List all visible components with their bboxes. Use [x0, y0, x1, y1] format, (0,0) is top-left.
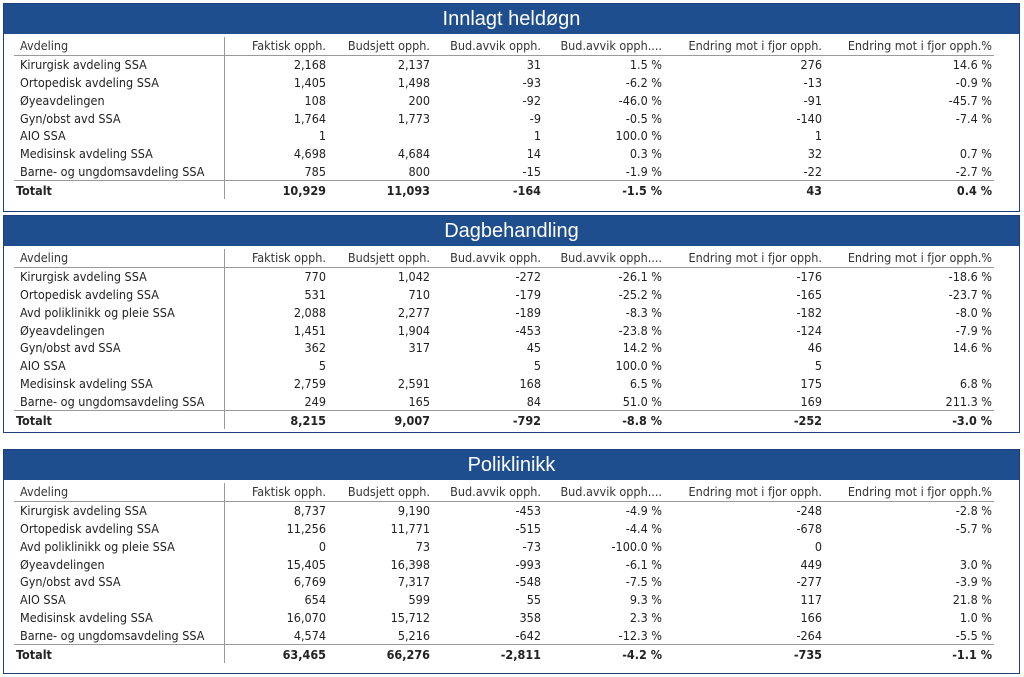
total-value: -1.5 %	[543, 181, 664, 199]
value-cell: -2.8 %	[955, 503, 992, 519]
table-row	[14, 339, 994, 357]
value-cell: 1	[533, 128, 541, 144]
table-row	[14, 163, 994, 181]
column-header: Budsjett opph.	[328, 37, 432, 55]
value-cell: 2,137	[397, 57, 430, 73]
value-cell: -8.0 %	[955, 304, 992, 320]
value-cell: -140	[796, 110, 822, 126]
value-cell: 710	[408, 286, 430, 302]
value-cell	[328, 357, 432, 375]
value-cell: 362	[304, 340, 326, 356]
value-cell: 100.0 %	[615, 128, 662, 144]
value-cell: -100.0 %	[611, 538, 662, 554]
total-value: -8.8 %	[543, 411, 664, 429]
value-cell: 0.7 %	[959, 146, 992, 162]
value-cell: -91	[803, 92, 822, 108]
value-cell	[824, 357, 994, 375]
total-value: 66,276	[328, 645, 432, 663]
value-cell: 32	[807, 146, 822, 162]
total-value: 43	[664, 181, 824, 199]
value-cell: 770	[304, 269, 326, 285]
value-cell: 3.0 %	[959, 556, 992, 572]
table-row	[14, 609, 994, 627]
value-cell: 1	[318, 128, 326, 144]
value-cell: -18.6 %	[948, 269, 992, 285]
value-cell: 168	[519, 375, 541, 391]
value-cell: -22	[803, 163, 822, 179]
value-cell: -8.3 %	[625, 304, 662, 320]
table-row	[14, 375, 994, 393]
value-cell: 654	[304, 592, 326, 608]
header-row	[14, 483, 994, 501]
value-cell: 4,698	[293, 146, 326, 162]
value-cell: 0.3 %	[629, 146, 662, 162]
value-cell: -92	[522, 92, 541, 108]
column-header: Avdeling	[14, 37, 224, 55]
value-cell: -678	[796, 520, 822, 536]
value-cell: 200	[408, 92, 430, 108]
department-cell: Øyeavdelingen	[14, 321, 224, 339]
value-cell: 166	[800, 609, 822, 625]
total-value: -2,811	[432, 645, 543, 663]
value-cell: 14.2 %	[622, 340, 662, 356]
value-cell: -124	[796, 322, 822, 338]
value-cell: 0	[318, 538, 326, 554]
table-row	[14, 286, 994, 304]
total-value: 0.4 %	[824, 181, 994, 199]
value-cell: -248	[796, 503, 822, 519]
value-cell: 5	[318, 358, 326, 374]
value-cell: -0.5 %	[625, 110, 662, 126]
total-value: 9,007	[328, 411, 432, 429]
value-cell: -26.1 %	[618, 269, 662, 285]
panel-dagbehandling	[3, 215, 1020, 433]
total-value: -735	[664, 645, 824, 663]
value-cell	[824, 537, 994, 555]
total-label: Totalt	[14, 411, 224, 429]
total-label: Totalt	[14, 645, 224, 663]
department-cell: Ortopedisk avdeling SSA	[14, 520, 224, 538]
table-row	[14, 109, 994, 127]
value-cell: -272	[515, 269, 541, 285]
value-cell: 1,498	[397, 74, 430, 90]
value-cell: -5.7 %	[955, 520, 992, 536]
table-row	[14, 74, 994, 92]
value-cell: 599	[408, 592, 430, 608]
value-cell: -6.2 %	[625, 74, 662, 90]
value-cell: -23.8 %	[618, 322, 662, 338]
table-row	[14, 267, 994, 285]
value-cell: -9	[529, 110, 541, 126]
value-cell: 1.5 %	[629, 57, 662, 73]
department-cell: Kirurgisk avdeling SSA	[14, 501, 224, 519]
value-cell: 9,190	[397, 503, 430, 519]
value-cell: -453	[515, 322, 541, 338]
panel-poliklinikk	[3, 449, 1020, 674]
table-row	[14, 555, 994, 573]
value-cell: 15,405	[286, 556, 326, 572]
total-label: Totalt	[14, 181, 224, 199]
value-cell: 276	[800, 57, 822, 73]
value-cell: 16,070	[286, 609, 326, 625]
total-row	[14, 411, 994, 429]
value-cell: -93	[522, 74, 541, 90]
column-header: Endring mot i fjor opph.	[664, 37, 824, 55]
value-cell: -993	[515, 556, 541, 572]
value-cell: 1,773	[397, 110, 430, 126]
value-cell: 211.3 %	[945, 393, 992, 409]
value-cell: -13	[803, 74, 822, 90]
value-cell: 165	[408, 393, 430, 409]
panel-title: Dagbehandling	[4, 216, 1019, 246]
value-cell: 6.5 %	[629, 375, 662, 391]
value-cell: -176	[796, 269, 822, 285]
value-cell: -548	[515, 574, 541, 590]
table-row	[14, 91, 994, 109]
department-cell: Øyeavdelingen	[14, 555, 224, 573]
value-cell: 4,574	[293, 627, 326, 643]
table-row	[14, 573, 994, 591]
value-cell: -5.5 %	[955, 627, 992, 643]
value-cell: -7.5 %	[625, 574, 662, 590]
value-cell: 1,904	[397, 322, 430, 338]
value-cell: 2,088	[293, 304, 326, 320]
table-row	[14, 501, 994, 519]
table-row	[14, 145, 994, 163]
value-cell: 2.3 %	[629, 609, 662, 625]
column-header: Endring mot i fjor opph.%	[824, 249, 994, 267]
table-row	[14, 537, 994, 555]
value-cell: 7,317	[397, 574, 430, 590]
total-value: -252	[664, 411, 824, 429]
value-cell: 449	[800, 556, 822, 572]
column-header: Budsjett opph.	[328, 483, 432, 501]
header-row	[14, 249, 994, 267]
value-cell: -15	[522, 163, 541, 179]
value-cell: 21.8 %	[952, 592, 992, 608]
value-cell: -277	[796, 574, 822, 590]
value-cell: -264	[796, 627, 822, 643]
value-cell: 16,398	[390, 556, 430, 572]
value-cell: 11,256	[286, 520, 326, 536]
value-cell: 51.0 %	[622, 393, 662, 409]
department-cell: Gyn/obst avd SSA	[14, 573, 224, 591]
table-row	[14, 55, 994, 73]
value-cell: -179	[515, 286, 541, 302]
value-cell: -73	[522, 538, 541, 554]
department-cell: Ortopedisk avdeling SSA	[14, 286, 224, 304]
department-cell: Medisinsk avdeling SSA	[14, 609, 224, 627]
department-cell: Gyn/obst avd SSA	[14, 339, 224, 357]
value-cell: 785	[304, 163, 326, 179]
column-header: Bud.avvik opph....	[543, 483, 664, 501]
value-cell: -7.4 %	[955, 110, 992, 126]
value-cell: -4.9 %	[625, 503, 662, 519]
value-cell: 55	[526, 592, 541, 608]
column-header: Avdeling	[14, 483, 224, 501]
value-cell: 249	[304, 393, 326, 409]
value-cell: 317	[408, 340, 430, 356]
value-cell: 84	[526, 393, 541, 409]
value-cell: 46	[807, 340, 822, 356]
value-cell: -7.9 %	[955, 322, 992, 338]
department-cell: Barne- og ungdomsavdeling SSA	[14, 626, 224, 644]
value-cell: 45	[526, 340, 541, 356]
department-cell: Medisinsk avdeling SSA	[14, 145, 224, 163]
value-cell: -2.7 %	[955, 163, 992, 179]
value-cell: 8,737	[293, 503, 326, 519]
value-cell: 531	[304, 286, 326, 302]
table-row	[14, 357, 994, 375]
column-header: Bud.avvik opph....	[543, 37, 664, 55]
total-value: 8,215	[224, 411, 328, 429]
department-cell: Ortopedisk avdeling SSA	[14, 74, 224, 92]
value-cell: 5,216	[397, 627, 430, 643]
value-cell: 1	[814, 128, 822, 144]
value-cell: 5	[533, 358, 541, 374]
total-value: 11,093	[328, 181, 432, 199]
data-table	[14, 249, 994, 429]
value-cell: 15,712	[390, 609, 430, 625]
department-cell: AIO SSA	[14, 357, 224, 375]
value-cell: 4,684	[397, 146, 430, 162]
panel-title: Poliklinikk	[4, 450, 1019, 480]
value-cell: -1.9 %	[625, 163, 662, 179]
value-cell: 800	[408, 163, 430, 179]
value-cell: -515	[515, 520, 541, 536]
department-cell: AIO SSA	[14, 591, 224, 609]
value-cell: -189	[515, 304, 541, 320]
value-cell: 2,759	[293, 375, 326, 391]
value-cell: 2,277	[397, 304, 430, 320]
panel-innlagt-heldogn	[3, 3, 1020, 212]
value-cell: -0.9 %	[955, 74, 992, 90]
value-cell: -46.0 %	[618, 92, 662, 108]
department-cell: Gyn/obst avd SSA	[14, 109, 224, 127]
value-cell: 11,771	[390, 520, 430, 536]
value-cell: 2,168	[293, 57, 326, 73]
value-cell	[328, 127, 432, 145]
value-cell: 1,764	[293, 110, 326, 126]
department-cell: Øyeavdelingen	[14, 91, 224, 109]
column-header: Budsjett opph.	[328, 249, 432, 267]
value-cell: 14	[526, 146, 541, 162]
column-header: Bud.avvik opph.	[432, 249, 543, 267]
value-cell: -25.2 %	[618, 286, 662, 302]
value-cell: 358	[519, 609, 541, 625]
value-cell: -6.1 %	[625, 556, 662, 572]
value-cell: 14.6 %	[952, 340, 992, 356]
value-cell: 9.3 %	[629, 592, 662, 608]
value-cell: 1,405	[293, 74, 326, 90]
value-cell: 73	[415, 538, 430, 554]
column-header: Faktisk opph.	[224, 249, 328, 267]
department-cell: Kirurgisk avdeling SSA	[14, 267, 224, 285]
value-cell: 31	[526, 57, 541, 73]
column-header: Bud.avvik opph....	[543, 249, 664, 267]
panel-title: Innlagt heldøgn	[4, 4, 1019, 34]
value-cell: 1,042	[397, 269, 430, 285]
header-row	[14, 37, 994, 55]
department-cell: AIO SSA	[14, 127, 224, 145]
department-cell: Kirurgisk avdeling SSA	[14, 55, 224, 73]
value-cell: -23.7 %	[948, 286, 992, 302]
value-cell: 108	[304, 92, 326, 108]
value-cell: 5	[814, 358, 822, 374]
value-cell: -3.9 %	[955, 574, 992, 590]
value-cell	[824, 127, 994, 145]
total-value: -792	[432, 411, 543, 429]
column-header: Bud.avvik opph.	[432, 37, 543, 55]
value-cell: 117	[800, 592, 822, 608]
data-table	[14, 483, 994, 663]
department-cell: Barne- og ungdomsavdeling SSA	[14, 163, 224, 181]
total-value: -164	[432, 181, 543, 199]
column-header: Bud.avvik opph.	[432, 483, 543, 501]
value-cell: -45.7 %	[948, 92, 992, 108]
column-header: Avdeling	[14, 249, 224, 267]
column-header: Endring mot i fjor opph.	[664, 249, 824, 267]
column-header: Endring mot i fjor opph.%	[824, 483, 994, 501]
value-cell: -4.4 %	[625, 520, 662, 536]
column-header: Faktisk opph.	[224, 483, 328, 501]
table-row	[14, 303, 994, 321]
value-cell: 6.8 %	[959, 375, 992, 391]
total-value: 10,929	[224, 181, 328, 199]
value-cell: 0	[814, 538, 822, 554]
department-cell: Medisinsk avdeling SSA	[14, 375, 224, 393]
total-row	[14, 645, 994, 663]
value-cell: -12.3 %	[618, 627, 662, 643]
value-cell: 100.0 %	[615, 358, 662, 374]
data-table	[14, 37, 994, 199]
total-value: 63,465	[224, 645, 328, 663]
table-row	[14, 127, 994, 145]
value-cell: 1,451	[293, 322, 326, 338]
total-value: -1.1 %	[824, 645, 994, 663]
value-cell: -165	[796, 286, 822, 302]
table-row	[14, 626, 994, 644]
column-header: Faktisk opph.	[224, 37, 328, 55]
total-value: -3.0 %	[824, 411, 994, 429]
total-value: -4.2 %	[543, 645, 664, 663]
department-cell: Avd poliklinikk og pleie SSA	[14, 303, 224, 321]
value-cell: 175	[800, 375, 822, 391]
value-cell: 1.0 %	[959, 609, 992, 625]
value-cell: 2,591	[397, 375, 430, 391]
value-cell: 169	[800, 393, 822, 409]
table-row	[14, 392, 994, 410]
value-cell: 14.6 %	[952, 57, 992, 73]
column-header: Endring mot i fjor opph.%	[824, 37, 994, 55]
column-header: Endring mot i fjor opph.	[664, 483, 824, 501]
table-row	[14, 520, 994, 538]
value-cell: 6,769	[293, 574, 326, 590]
total-row	[14, 181, 994, 199]
table-row	[14, 321, 994, 339]
department-cell: Barne- og ungdomsavdeling SSA	[14, 392, 224, 410]
table-row	[14, 591, 994, 609]
value-cell: -182	[796, 304, 822, 320]
value-cell: -642	[515, 627, 541, 643]
department-cell: Avd poliklinikk og pleie SSA	[14, 537, 224, 555]
value-cell: -453	[515, 503, 541, 519]
